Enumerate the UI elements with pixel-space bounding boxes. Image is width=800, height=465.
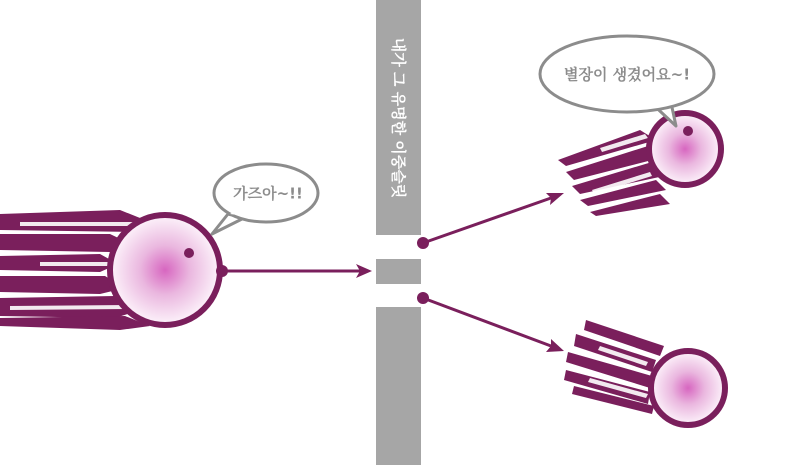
wall-label: 내가 그 유명한 이중슬릿 [389, 37, 408, 199]
wall-bottom-segment [376, 307, 421, 465]
launch-speech-bubble [212, 164, 318, 234]
wall-middle-segment [376, 259, 421, 284]
lower-particle [651, 351, 725, 425]
lower-outgoing-arrow [417, 292, 564, 352]
launch-bubble-text: 가즈아~!! [233, 184, 303, 203]
left-particle-dot [184, 248, 194, 258]
lower-particle-motion-streaks [564, 320, 664, 414]
left-particle [110, 215, 220, 325]
incoming-arrow [216, 264, 372, 278]
stars-bubble-text: 별장이 생겼어요~! [563, 65, 691, 84]
upper-particle-dot [683, 126, 693, 136]
double-slit-wall [376, 0, 421, 465]
upper-outgoing-arrow [417, 193, 564, 249]
upper-particle [649, 113, 721, 185]
